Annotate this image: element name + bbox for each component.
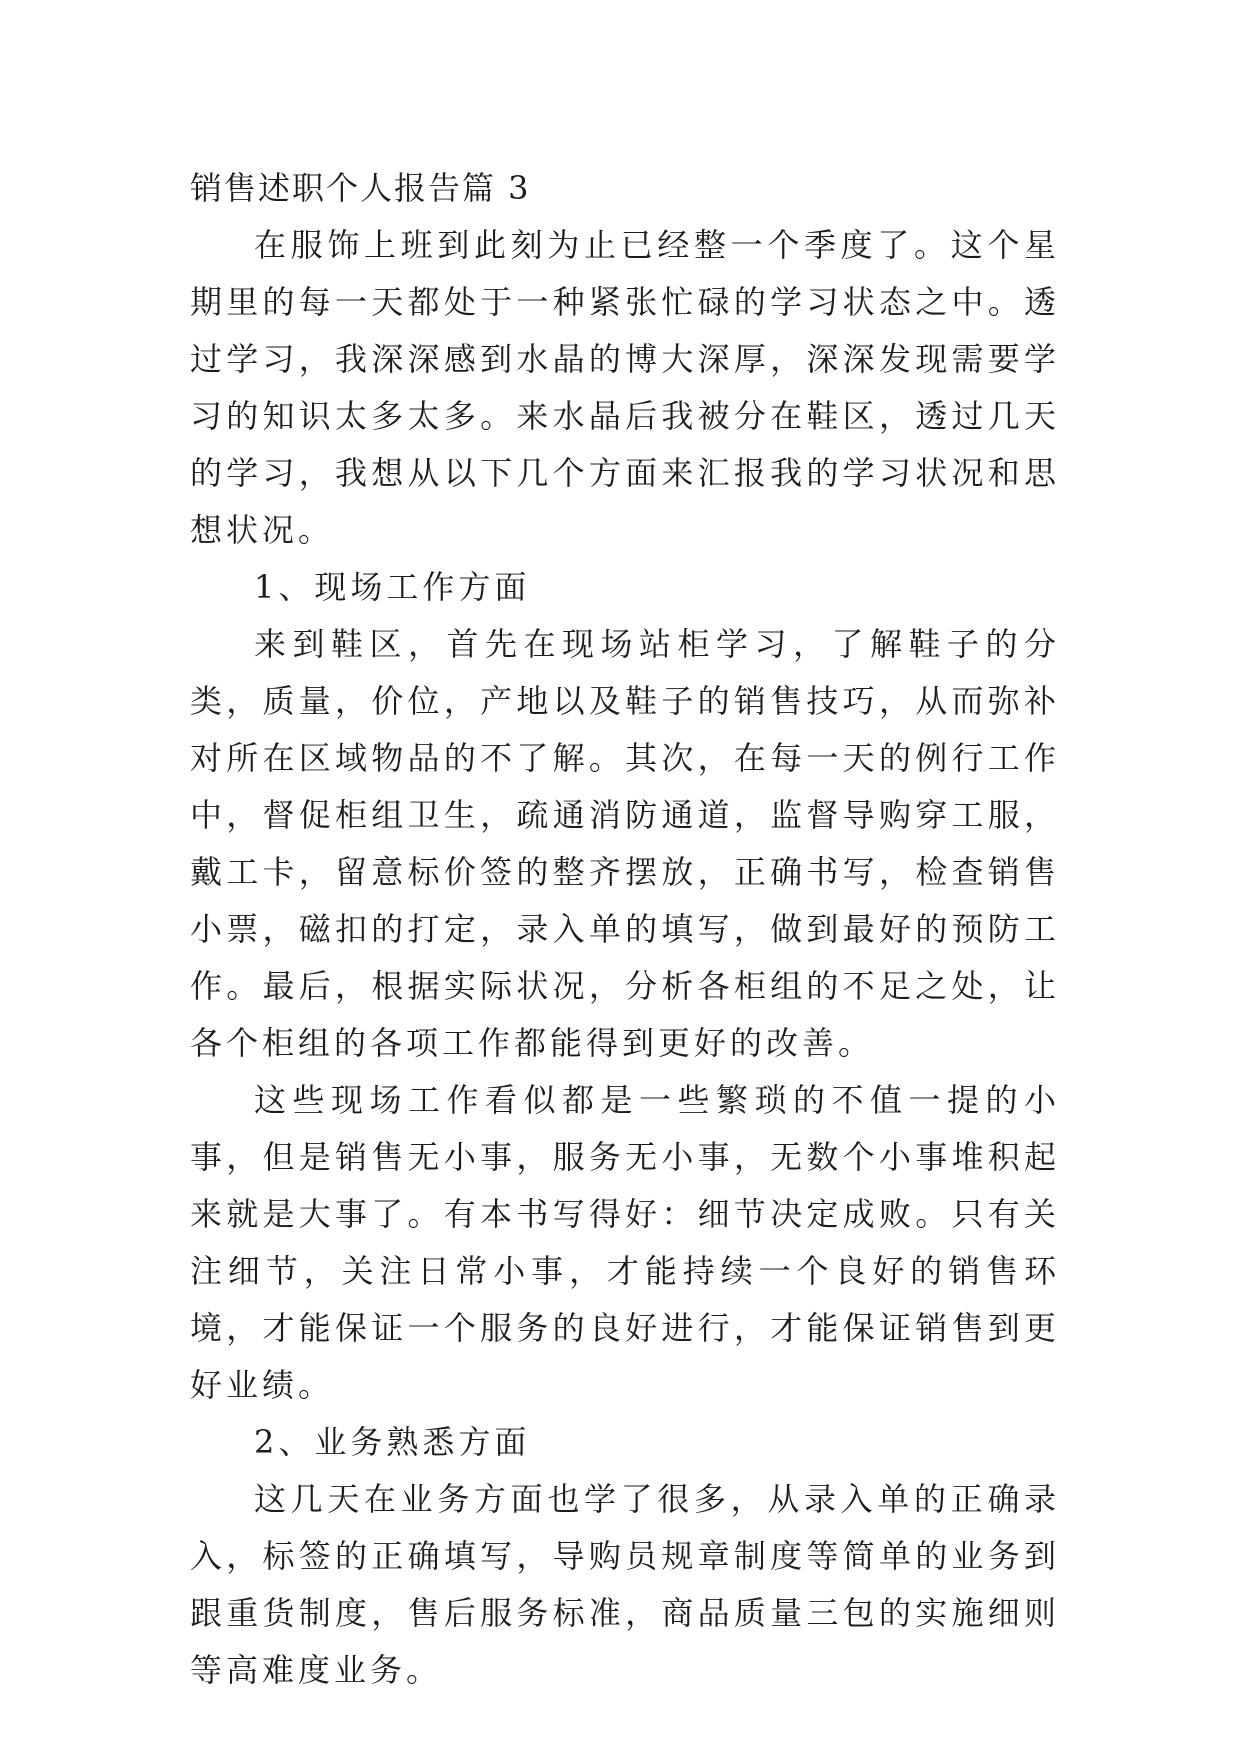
paragraph-details-matter: 这些现场工作看似都是一些繁琐的不值一提的小事，但是销售无小事，服务无小事，无数个小事堆积起来就是大事了。有本书写得好：细节决定成败。只有关注细节，关注日常小事，才能持续一个良好的销售环境，才能保证一个服务的良好进行，才能保证销售到更好业绩。 [190,1081,1060,1404]
document-body [190,160,1060,1699]
paragraph-intro: 在服饰上班到此刻为止已经整一个季度了。这个星期里的每一天都处于一种紧张忙碌的学习状态之中。透过学习，我深深感到水晶的博大深厚，深深发现需要学习的知识太多太多。来水晶后我被分在鞋区，透过几天的学习，我想从以下几个方面来汇报我的学习状况和思想状况。 [190,226,1060,549]
section-heading-onsite-work: 1、现场工作方面 [254,568,531,606]
document-title: 销售述职个人报告篇 3 [190,169,531,207]
paragraph-onsite-work: 来到鞋区，首先在现场站柜学习，了解鞋子的分类，质量，价位，产地以及鞋子的销售技巧，从而弥补对所在区域物品的不了解。其次，在每一天的例行工作中，督促柜组卫生，疏通消防通道，监督导购穿工服，戴工卡，留意标价签的整齐摆放，正确书写，检查销售小票，磁扣的打定，录入单的填写，做到最好的预防工作。最后，根据实际状况，分析各柜组的不足之处，让各个柜组的各项工作都能得到更好的改善。 [190,625,1060,1062]
section-heading-business-familiarity: 2、业务熟悉方面 [254,1423,531,1461]
paragraph-business-learning: 这几天在业务方面也学了很多，从录入单的正确录入，标签的正确填写，导购员规章制度等简单的业务到跟重货制度，售后服务标准，商品质量三包的实施细则等高难度业务。 [190,1480,1060,1689]
